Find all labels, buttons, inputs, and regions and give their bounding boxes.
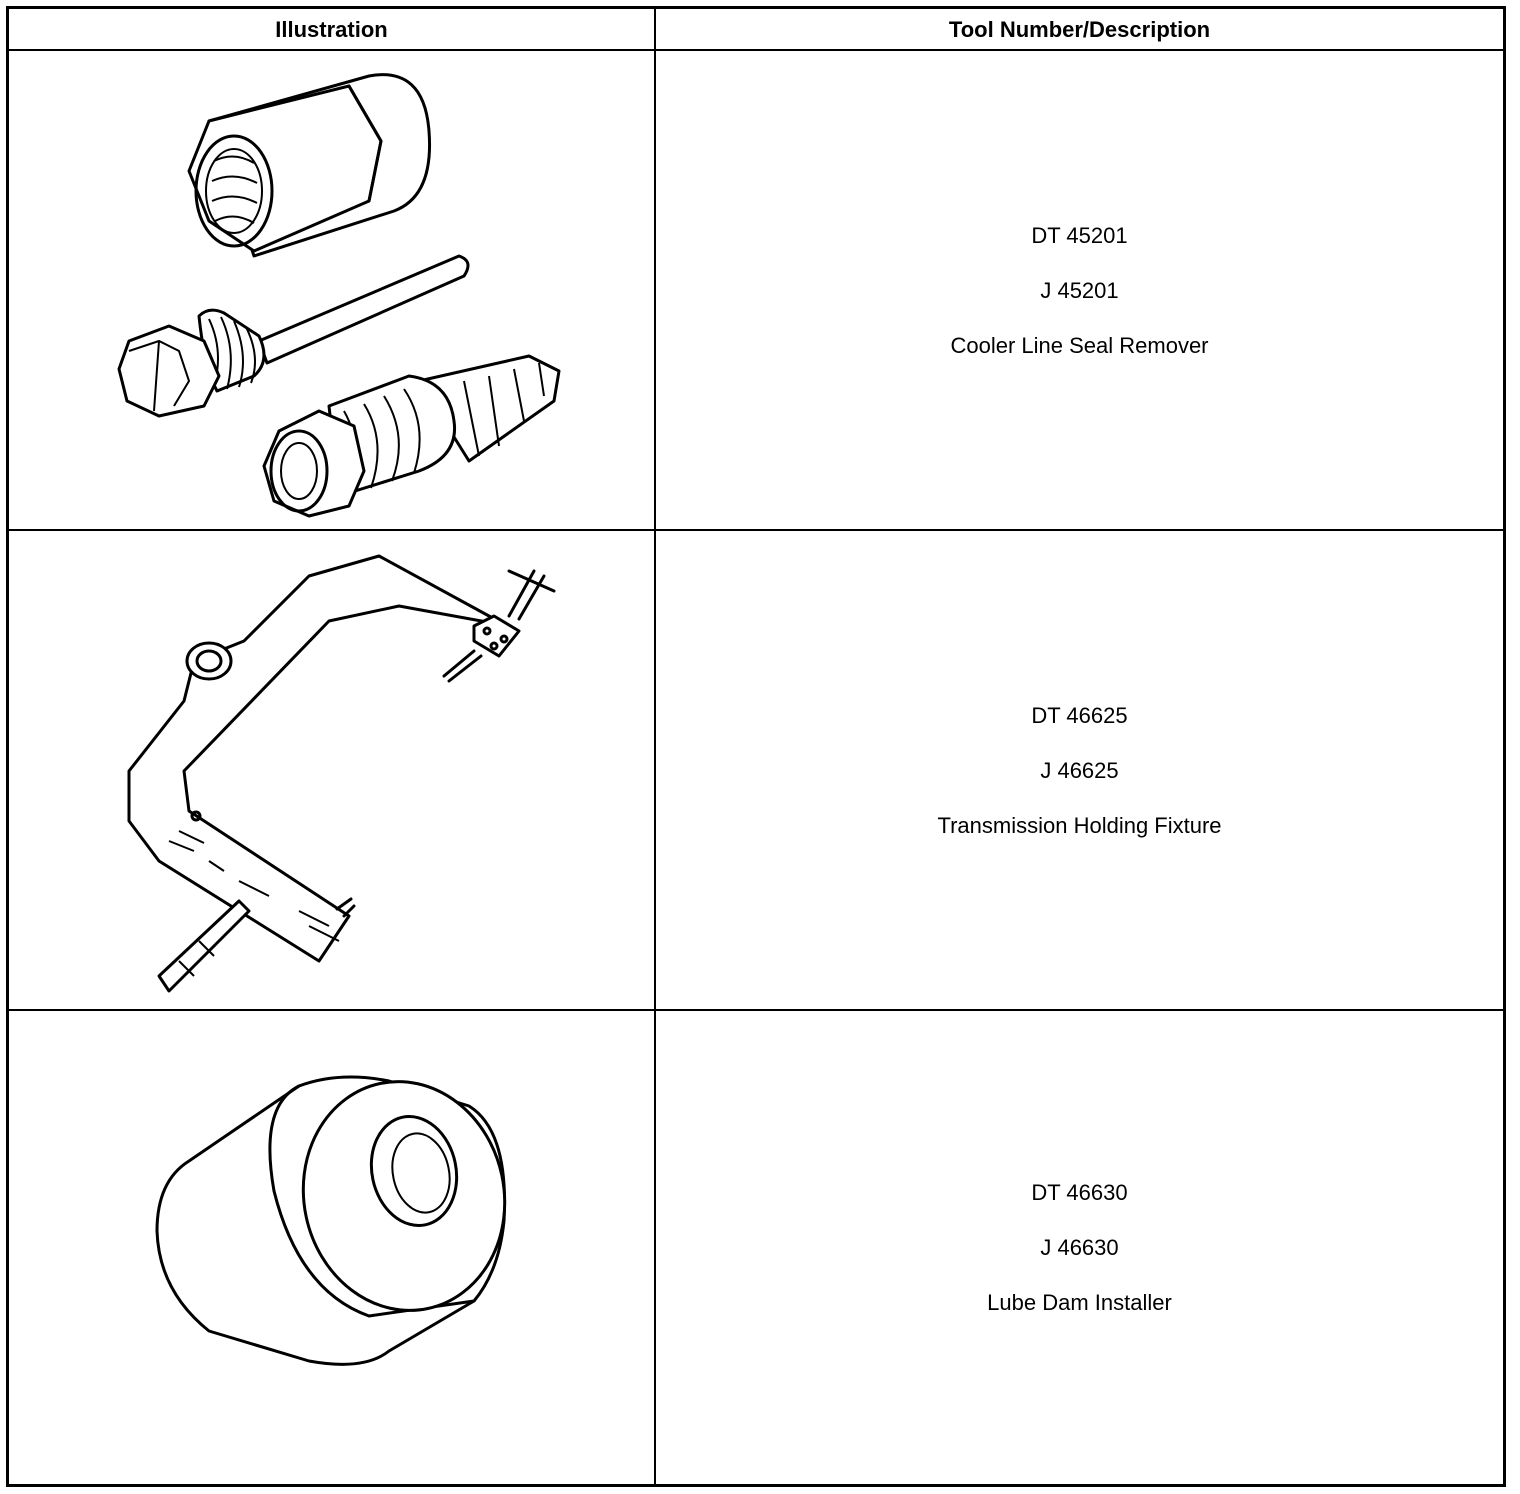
dt-tool-number: DT 46625 <box>1031 702 1128 728</box>
dt-tool-number: DT 46630 <box>1031 1180 1128 1205</box>
socket-nut-drawing <box>189 75 430 256</box>
illustration-cell <box>9 51 654 529</box>
tool-description: Lube Dam Installer <box>987 1290 1172 1315</box>
header-illustration: Illustration <box>275 17 388 42</box>
tool-description: Transmission Holding Fixture <box>937 812 1222 838</box>
cooler-line-seal-remover-drawing <box>9 51 654 529</box>
tool-description-cell <box>656 1011 1503 1484</box>
tool-table <box>6 6 1506 1487</box>
illustration-cell <box>9 531 654 1009</box>
tool-description: Cooler Line Seal Remover <box>950 332 1209 358</box>
lube-dam-installer-drawing <box>9 1011 654 1484</box>
table-row <box>9 51 1503 531</box>
illustration-cell <box>9 1011 654 1484</box>
dt-tool-number: DT 45201 <box>1031 222 1128 248</box>
j-tool-number: J 45201 <box>1040 277 1119 303</box>
j-tool-number: J 46625 <box>1040 757 1119 783</box>
header-tool-number-description: Tool Number/Description <box>948 17 1211 42</box>
tool-description-cell <box>656 51 1503 529</box>
table-header-row <box>9 9 1503 51</box>
table-row <box>9 1011 1503 1484</box>
j-tool-number: J 46630 <box>1040 1235 1119 1260</box>
transmission-holding-fixture-drawing <box>9 531 654 1009</box>
tool-description-cell <box>656 531 1503 1009</box>
table-row <box>9 531 1503 1011</box>
collet-remover-drawing <box>264 356 559 516</box>
